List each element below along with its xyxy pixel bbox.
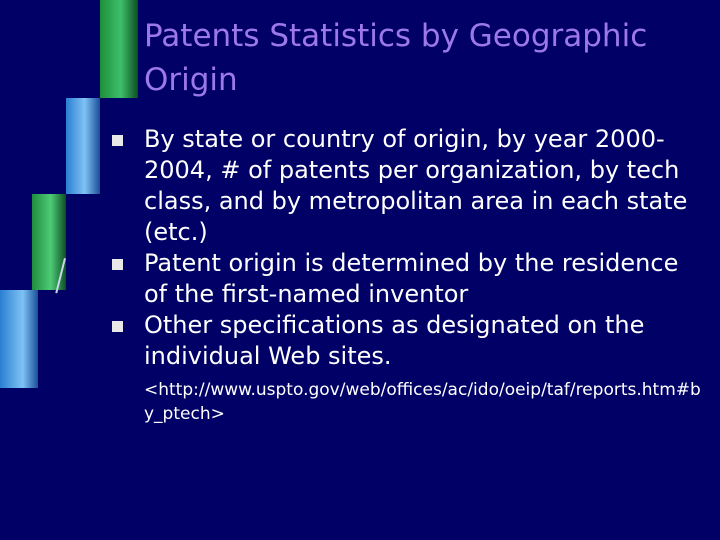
square-bullet-icon <box>112 135 123 146</box>
square-bullet-icon <box>112 321 123 332</box>
decorative-green-bar <box>100 0 138 98</box>
decorative-blue-bar <box>0 290 38 388</box>
decorative-blue-bar <box>66 98 100 194</box>
bullet-text: Other specifications as designated on the individual Web sites. <box>144 311 645 370</box>
bullet-item <box>112 248 702 310</box>
bullet-item <box>112 310 702 372</box>
bullet-text: By state or country of origin, by year 2000-2004, # of patents per organization, by tech class, and by metropolitan area in each state (etc.) <box>144 125 688 246</box>
bullet-item <box>112 124 702 248</box>
square-bullet-icon <box>112 259 123 270</box>
slide-title: Patents Statistics by Geographic Origin <box>144 18 648 98</box>
slide-content <box>112 124 702 426</box>
bullet-text: Patent origin is determined by the residence of the first-named inventor <box>144 249 679 308</box>
bullet-list <box>112 124 702 372</box>
reference-url: <http://www.uspto.gov/web/offices/ac/ido/oeip/taf/reports.htm#by_ptech> <box>144 380 701 424</box>
